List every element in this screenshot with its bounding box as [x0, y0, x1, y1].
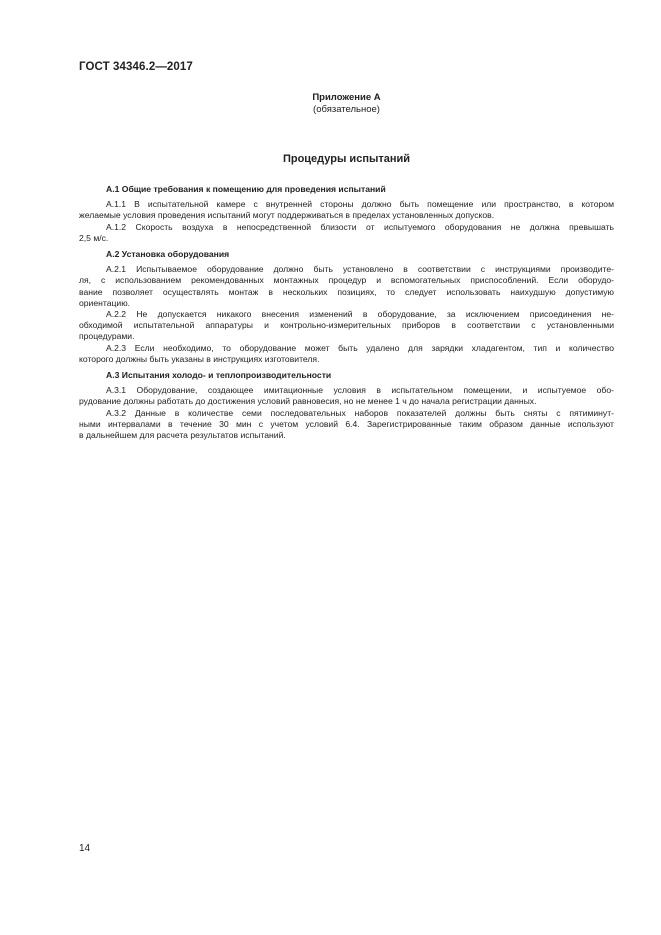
text-line: ными интервалами в течение 30 мин с учетом условий 6.4. Зарегистрированные таким образом данные используют [79, 418, 614, 429]
document-body [79, 184, 614, 441]
text-line: А.3.1 Оборудование, создающее имитационные условия в испытательном помещении, и испытуемое обо- [106, 385, 614, 396]
text-line: которого должны быть указаны в инструкциях изготовителя. [79, 353, 320, 364]
text-line: А.1.1 В испытательной камере с внутренней стороны должно быть помещение или пространство, в котором [106, 199, 614, 210]
paragraph-a2-1 [79, 264, 614, 309]
paragraph-a1-2 [79, 222, 614, 244]
section-heading-a1: А.1 Общие требования к помещению для проведения испытаний [106, 184, 386, 194]
text-line: А.2.2 Не допускается никакого внесения изменений в оборудование, за исключением присоединения не- [106, 309, 614, 320]
text-line: рудование должны работать до достижения условий равновесия, но не менее 1 ч до начала регистрации данных. [79, 396, 537, 407]
text-line: процедурами. [79, 331, 135, 342]
paragraph-a2-2 [79, 309, 614, 343]
text-line: А.1.2 Скорость воздуха в непосредственной близости от испытуемого оборудования не должна превышать [106, 221, 614, 232]
paragraph-a3-1 [79, 385, 614, 407]
page-title: Процедуры испытаний [282, 153, 411, 165]
annex-title: Приложение А [312, 92, 381, 103]
text-line: ориентацию. [79, 297, 131, 308]
annex-status: (обязательное) [313, 104, 380, 115]
text-line: 2,5 м/с. [79, 232, 109, 243]
text-line: А.3.2 Данные в количестве семи последовательных наборов показателей должны быть сняты с пятиминут- [106, 407, 614, 418]
annex-heading [79, 92, 614, 116]
paragraph-a3-2 [79, 408, 614, 442]
paragraph-a2-3 [79, 343, 614, 365]
text-line: в дальнейшем для расчета результатов испытаний. [79, 430, 286, 441]
text-line: желаемые условия проведения испытаний могут поддерживаться в пределах установленных допусков. [79, 210, 495, 221]
text-line: ля, с использованием рекомендованных монтажных процедур и вспомогательных приспособлений. Если оборудо- [79, 275, 614, 286]
section-heading-a3: А.3 Испытания холодо- и теплопроизводительности [106, 370, 332, 381]
section-heading-a2: А.2 Установка оборудования [106, 249, 230, 260]
paragraph-a1-1 [79, 199, 614, 221]
document-code: ГОСТ 34346.2—2017 [79, 61, 193, 73]
text-line: обходимой испытательной аппаратуры и контрольно-измерительных приборов в соответствии с установленными [79, 320, 614, 331]
text-line: А.2.3 Если необходимо, то оборудование может быть удалено для зарядки хладагентом, тип и количество [106, 342, 614, 353]
text-line: вание позволяет осуществлять монтаж в нескольких позициях, то следует использовать наихудшую допустимую [79, 286, 614, 297]
page-number: 14 [79, 843, 91, 854]
text-line: А.2.1 Испытываемое оборудование должно быть установлено в соответствии с инструкциями производите- [106, 264, 614, 275]
